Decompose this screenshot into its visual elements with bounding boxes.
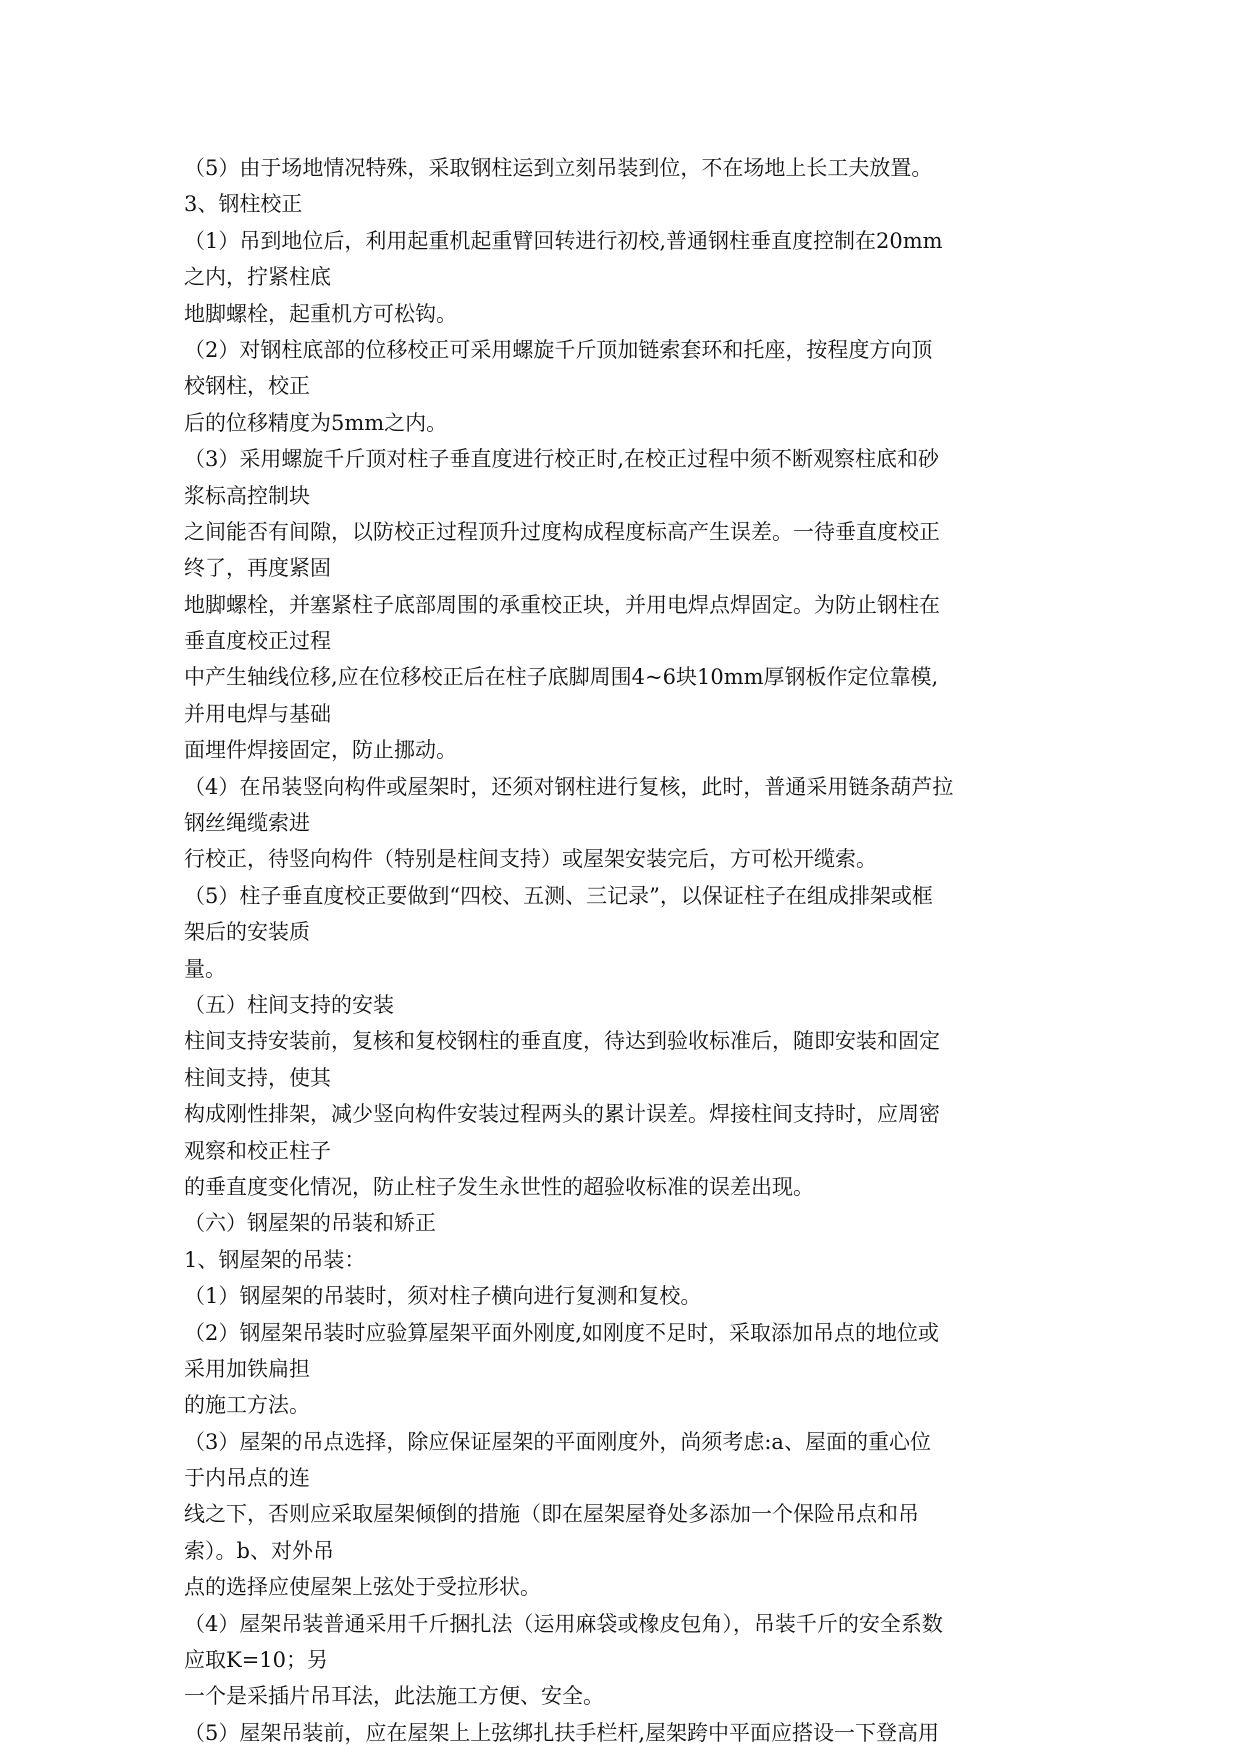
text-line: 终了，再度紧固	[184, 556, 331, 581]
text-line: 行校正，待竖向构件（特别是柱间支持）或屋架安装完后，方可松开缆索。	[184, 847, 877, 872]
text-line: 量。	[184, 956, 226, 981]
text-line: （4）屋架吊装普通采用千斤捆扎法（运用麻袋或橡皮包角），吊装千斤的安全系数	[184, 1611, 943, 1636]
text-line: 之间能否有间隙，以防校正过程顶升过度构成程度标高产生误差。一待垂直度校正	[184, 519, 940, 544]
text-line: 垂直度校正过程	[184, 629, 331, 654]
text-line: 后的位移精度为5mm之内。	[184, 410, 448, 435]
text-line: （1）吊到地位后，利用起重机起重臂回转进行初校,普通钢柱垂直度控制在20mm	[184, 228, 943, 253]
text-line: 观察和校正柱子	[184, 1138, 331, 1163]
text-line: （5）柱子垂直度校正要做到“四校、五测、三记录”，以保证柱子在组成排架或框	[184, 883, 933, 908]
text-line: （3）采用螺旋千斤顶对柱子垂直度进行校正时,在校正过程中须不断观察柱底和砂	[184, 447, 940, 472]
section-heading: 3、钢柱校正	[184, 192, 303, 217]
text-line: （1）钢屋架的吊装时，须对柱子横向进行复测和复校。	[184, 1284, 702, 1309]
text-line: 线之下，否则应采取屋架倾倒的措施（即在屋架屋脊处多添加一个保险吊点和吊	[184, 1502, 919, 1527]
text-line: 钢丝绳缆索进	[184, 811, 310, 836]
text-line: 于内吊点的连	[184, 1466, 310, 1491]
text-line: 面埋件焊接固定，防止挪动。	[184, 738, 457, 763]
text-line: 架后的安装质	[184, 920, 310, 945]
text-line: （5）屋架吊装前，应在屋架上上弦绑扎扶手栏杆,屋架跨中平面应搭设一下登高用	[184, 1720, 940, 1745]
text-line: （2）钢屋架吊装时应验算屋架平面外刚度,如刚度不足时，采取添加吊点的地位或	[184, 1320, 940, 1345]
text-line: 柱间支持，使其	[184, 1065, 331, 1090]
text-line: （3）屋架的吊点选择，除应保证屋架的平面刚度外，尚须考虑:a、屋面的重心位	[184, 1429, 931, 1454]
section-heading: （五）柱间支持的安装	[184, 992, 394, 1017]
text-line: 地脚螺栓，起重机方可松钩。	[184, 301, 457, 326]
text-line: 柱间支持安装前，复核和复校钢柱的垂直度，待达到验收标准后，随即安装和固定	[184, 1029, 940, 1054]
text-line: 的施工方法。	[184, 1393, 310, 1418]
section-heading: 1、钢屋架的吊装：	[184, 1247, 366, 1272]
text-line: 一个是采插片吊耳法，此法施工方便、安全。	[184, 1684, 604, 1709]
text-line: 点的选择应使屋架上弦处于受拉形状。	[184, 1575, 541, 1600]
text-line: 浆标高控制块	[184, 483, 310, 508]
text-line: 地脚螺栓，并塞紧柱子底部周围的承重校正块，并用电焊点焊固定。为防止钢柱在	[184, 592, 940, 617]
text-line: （2）对钢柱底部的位移校正可采用螺旋千斤顶加链索套环和托座，按程度方向顶	[184, 337, 933, 362]
text-line: 索）。b、对外吊	[184, 1538, 334, 1563]
text-line: 之内，拧紧柱底	[184, 265, 331, 290]
text-line: 的垂直度变化情况，防止柱子发生永世性的超验收标准的误差出现。	[184, 1174, 814, 1199]
text-line: 校钢柱，校正	[184, 374, 310, 399]
text-line: 应取K=10；另	[184, 1648, 329, 1673]
section-heading: （六）钢屋架的吊装和矫正	[184, 1211, 436, 1236]
text-line: （4）在吊装竖向构件或屋架时，还须对钢柱进行复核，此时，普通采用链条葫芦拉	[184, 774, 954, 799]
text-line: 构成刚性排架，减少竖向构件安装过程两头的累计误差。焊接柱间支持时，应周密	[184, 1102, 940, 1127]
text-line: 采用加铁扁担	[184, 1356, 310, 1381]
document-body	[184, 150, 1064, 1751]
text-line: （5）由于场地情况特殊，采取钢柱运到立刻吊装到位，不在场地上长工夫放置。	[184, 156, 933, 180]
text-line: 中产生轴线位移,应在位移校正后在柱子底脚周围4~6块10mm厚钢板作定位靠模,	[184, 665, 939, 690]
text-line: 并用电焊与基础	[184, 701, 331, 726]
